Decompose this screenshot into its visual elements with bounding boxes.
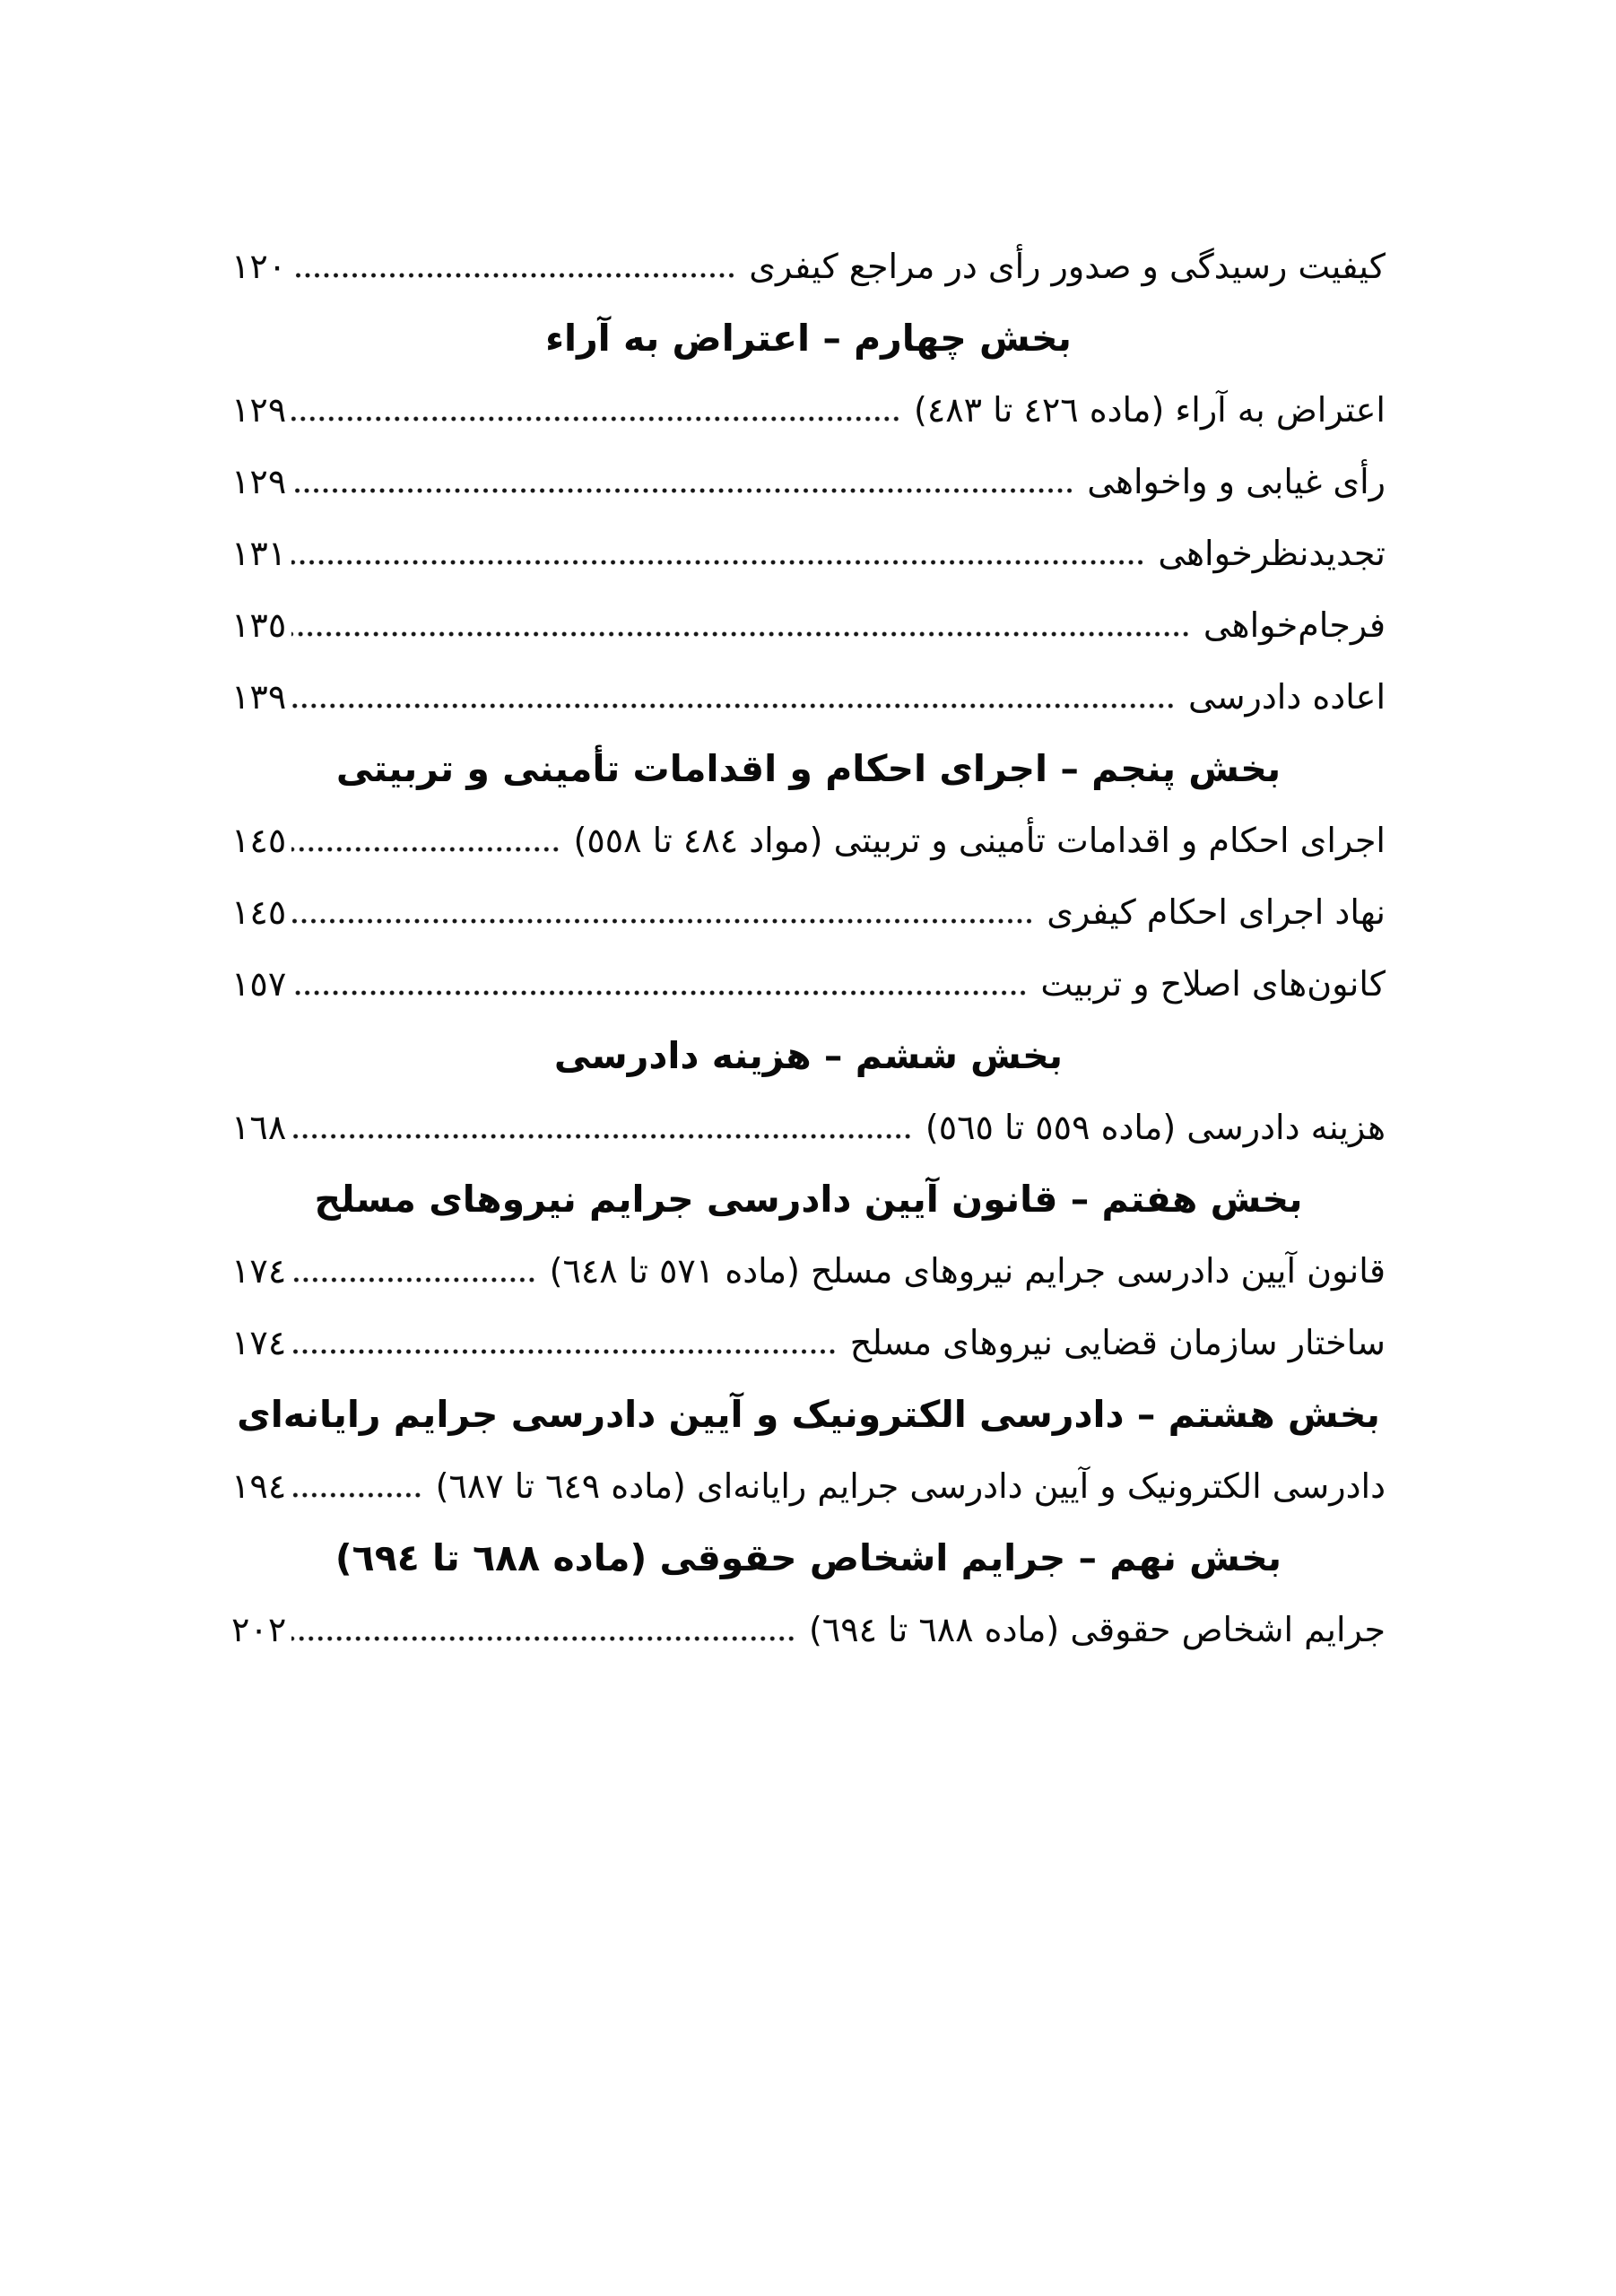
toc-entry[interactable] (231, 1594, 1386, 1665)
dotted-leader (291, 1492, 422, 1498)
toc-entry[interactable] (231, 517, 1386, 589)
toc-entry[interactable] (231, 804, 1386, 876)
toc-page-number: ١٣٩ (231, 677, 287, 717)
toc-list (231, 230, 1386, 1665)
toc-section-heading (231, 1378, 1386, 1450)
dotted-leader (291, 918, 1034, 924)
toc-page-number: ١٢٩ (231, 390, 287, 430)
toc-entry-title: اعتراض به آراء (ماده ٤٢٦ تا ٤٨٣) (914, 390, 1386, 430)
toc-page-number: ١٤٥ (231, 892, 287, 932)
toc-entry-title: کیفیت رسیدگی و صدور رأی در مراجع کیفری (749, 247, 1386, 286)
toc-entry-title: ساختار سازمان قضایی نیروهای مسلح (849, 1323, 1386, 1362)
toc-page-number: ١٤٥ (231, 821, 287, 860)
dotted-leader (291, 703, 1176, 709)
toc-heading-title: بخش ششم – هزینه دادرسی (553, 1034, 1064, 1077)
toc-entry-title: جرایم اشخاص حقوقی (ماده ٦٨٨ تا ٦٩٤) (808, 1610, 1386, 1649)
toc-heading-title: بخش چهارم – اعتراض به آراء (545, 317, 1072, 360)
toc-entry[interactable] (231, 948, 1386, 1020)
toc-heading-title: بخش نهم – جرایم اشخاص حقوقی (ماده ٦٨٨ تا ٦٩٤) (334, 1536, 1282, 1579)
toc-section-heading (231, 302, 1386, 374)
dotted-leader (291, 560, 1145, 565)
dotted-leader (291, 1277, 536, 1283)
toc-page-number: ١٢٠ (231, 247, 287, 286)
toc-entry[interactable] (231, 1450, 1386, 1522)
toc-entry-title: اعاده دادرسی (1188, 677, 1386, 717)
toc-page-number: ٢٠٢ (231, 1610, 287, 1649)
toc-page-number: ١٧٤ (231, 1323, 287, 1362)
dotted-leader (291, 1134, 913, 1139)
toc-entry[interactable] (231, 446, 1386, 517)
dotted-leader (291, 273, 736, 278)
toc-page-number: ١٦٨ (231, 1108, 287, 1147)
toc-entry-title: نهاد اجرای احکام کیفری (1047, 892, 1386, 932)
toc-page-number: ١٧٤ (231, 1251, 287, 1291)
toc-entry-title: کانون‌های اصلاح و تربیت (1040, 964, 1386, 1004)
toc-entry[interactable] (231, 1235, 1386, 1307)
toc-entry-title: اجرای احکام و اقدامات تأمینی و تربیتی (مواد ٤٨٤ تا ٥٥٨) (573, 821, 1386, 860)
toc-entry[interactable] (231, 589, 1386, 661)
toc-heading-title: بخش هشتم – دادرسی الکترونیک و آیین دادرسی جرایم رایانه‌ای (237, 1393, 1380, 1436)
toc-section-heading (231, 1163, 1386, 1235)
toc-entry[interactable] (231, 230, 1386, 302)
dotted-leader (291, 847, 560, 852)
dotted-leader (291, 488, 1074, 493)
toc-page-number: ١٣٥ (231, 605, 287, 645)
toc-entry[interactable] (231, 1307, 1386, 1378)
dotted-leader (291, 631, 1191, 637)
toc-entry-title: هزینه دادرسی (ماده ٥٥٩ تا ٥٦٥) (925, 1108, 1386, 1147)
toc-entry[interactable] (231, 661, 1386, 733)
toc-entry-title: تجدیدنظرخواهی (1158, 534, 1386, 573)
toc-entry[interactable] (231, 1091, 1386, 1163)
toc-heading-title: بخش پنجم – اجرای احکام و اقدامات تأمینی و تربیتی (335, 747, 1282, 790)
dotted-leader (291, 416, 901, 422)
toc-heading-title: بخش هفتم – قانون آیین دادرسی جرایم نیروهای مسلح (314, 1178, 1303, 1221)
toc-entry-title: رأی غیابی و واخواهی (1087, 462, 1386, 501)
dotted-leader (291, 990, 1028, 996)
toc-entry-title: فرجام‌خواهی (1203, 605, 1386, 645)
toc-entry-title: دادرسی الکترونیک و آیین دادرسی جرایم رایانه‌ای (ماده ٦٤٩ تا ٦٨٧) (435, 1466, 1386, 1506)
dotted-leader (291, 1349, 838, 1354)
toc-section-heading (231, 1522, 1386, 1594)
toc-entry[interactable] (231, 876, 1386, 948)
toc-entry[interactable] (231, 374, 1386, 446)
toc-section-heading (231, 1020, 1386, 1091)
toc-page-number: ١٣١ (231, 534, 287, 573)
dotted-leader (291, 1636, 796, 1641)
toc-page-number: ١٩٤ (231, 1466, 287, 1506)
toc-page-number: ١٥٧ (231, 964, 287, 1004)
toc-section-heading (231, 733, 1386, 804)
toc-entry-title: قانون آیین دادرسی جرایم نیروهای مسلح (ماده ٥٧١ تا ٦٤٨) (549, 1251, 1386, 1291)
toc-page-number: ١٢٩ (231, 462, 287, 501)
